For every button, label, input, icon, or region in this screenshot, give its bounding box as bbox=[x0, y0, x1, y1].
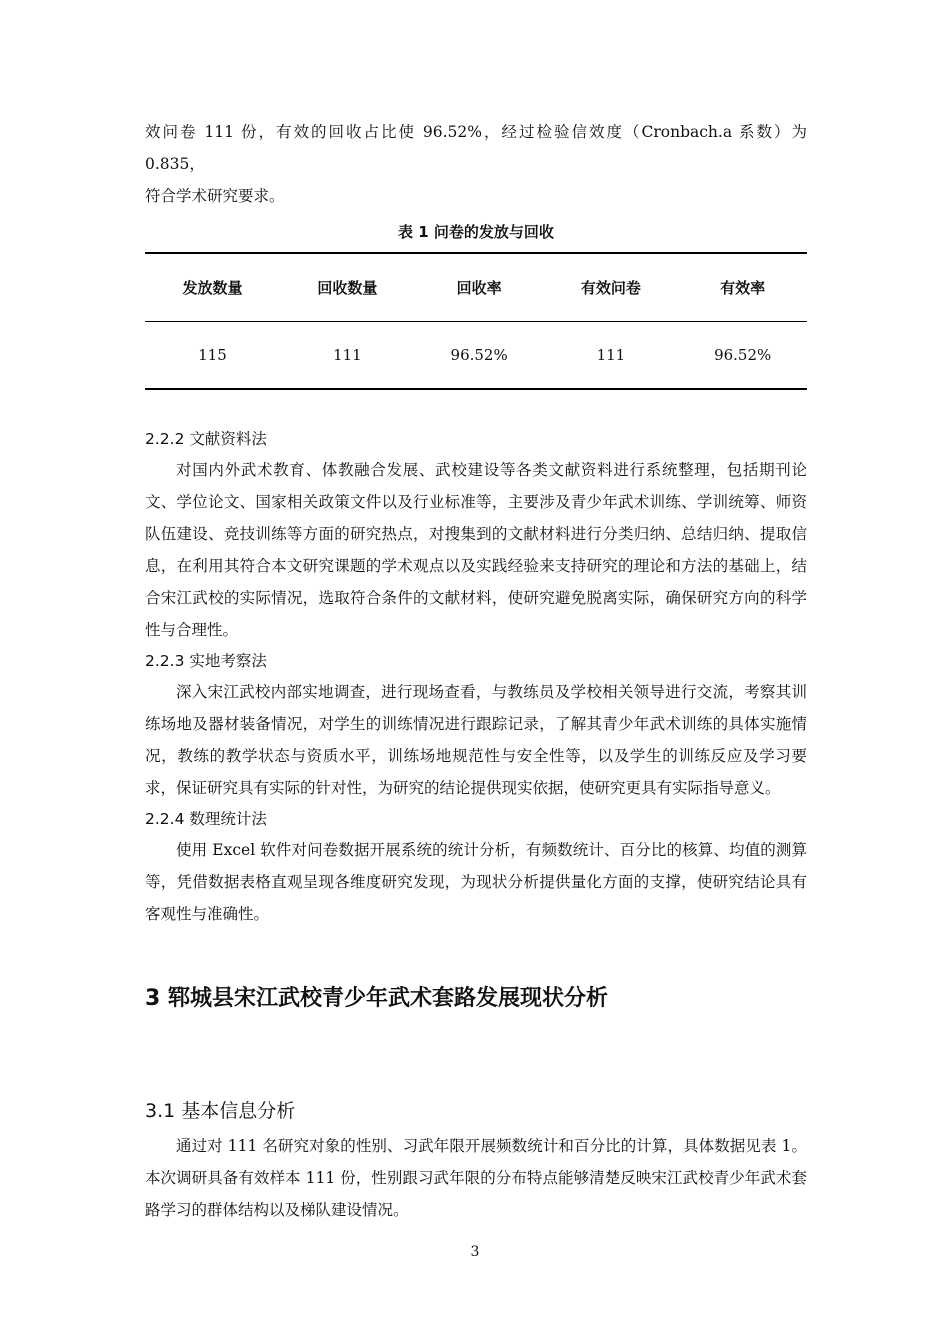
table-cell: 96.52% bbox=[714, 346, 772, 364]
table-cell: 111 bbox=[333, 346, 362, 364]
table-header-cell: 回收数量 bbox=[280, 253, 415, 322]
section-heading-2-2-4: 2.2.4 数理统计法 bbox=[145, 810, 267, 828]
questionnaire-table bbox=[145, 252, 807, 390]
table-header-cell: 回收率 bbox=[415, 253, 544, 322]
chapter-heading-3: 3 郓城县宋江武校青少年武术套路发展现状分析 bbox=[145, 986, 608, 1011]
section-body-2-2-4: 使用 Excel 软件对问卷数据开展系统的统计分析，有频数统计、百分比的核算、均值的测算等，凭借数据表格直观呈现各维度研究发现，为现状分析提供量化方面的支撑，使研究结论具有客观性与准确性。 bbox=[145, 841, 807, 923]
section-heading-2-2-3: 2.2.3 实地考察法 bbox=[145, 652, 267, 670]
table-cell: 111 bbox=[596, 346, 626, 364]
section-heading-3-1: 3.1 基本信息分析 bbox=[145, 1100, 296, 1122]
table-caption: 表 1 问卷的发放与回收 bbox=[398, 223, 554, 241]
table-header-cell: 有效率 bbox=[678, 253, 807, 322]
section-heading-2-2-2: 2.2.2 文献资料法 bbox=[145, 430, 267, 448]
intro-line-2: 符合学术研究要求。 bbox=[145, 187, 285, 205]
table-header-cell: 有效问卷 bbox=[543, 253, 678, 322]
table-header-cell: 发放数量 bbox=[145, 253, 280, 322]
section-body-2-2-3: 深入宋江武校内部实地调查，进行现场查看，与教练员及学校相关领导进行交流，考察其训练场地及器材装备情况，对学生的训练情况进行跟踪记录，了解其青少年武术训练的具体实施情况，教练的教学状态与资质水平，训练场地规范性与安全性等，以及学生的训练反应及学习要求，保证研究具有实际的针对性，为研究的结论提供现实依据，使研究更具有实际指导意义。 bbox=[145, 683, 807, 797]
table-cell: 96.52% bbox=[450, 346, 508, 364]
document-page bbox=[145, 116, 807, 1226]
page-number: 3 bbox=[470, 1244, 480, 1260]
section-body-3-1: 通过对 111 名研究对象的性别、习武年限开展频数统计和百分比的计算，具体数据见表 1。本次调研具备有效样本 111 份，性别跟习武年限的分布特点能够清楚反映宋江武校青少年武术套路学习的群体结构以及梯队建设情况。 bbox=[145, 1137, 807, 1219]
table-row bbox=[145, 322, 807, 390]
table-cell: 115 bbox=[198, 346, 227, 364]
table-header-row bbox=[145, 253, 807, 322]
section-body-2-2-2: 对国内外武术教育、体教融合发展、武校建设等各类文献资料进行系统整理，包括期刊论文、学位论文、国家相关政策文件以及行业标准等，主要涉及青少年武术训练、学训统筹、师资队伍建设、竞技训练等方面的研究热点，对搜集到的文献材料进行分类归纳、总结归纳、提取信息，在利用其符合本文研究课题的学术观点以及实践经验来支持研究的理论和方法的基础上，结合宋江武校的实际情况，选取符合条件的文献材料，使研究避免脱离实际，确保研究方向的科学性与合理性。 bbox=[145, 461, 807, 639]
intro-line-1: 效问卷 111 份，有效的回收占比使 96.52%，经过检验信效度（Cronbach.a 系数）为 0.835， bbox=[145, 123, 807, 173]
